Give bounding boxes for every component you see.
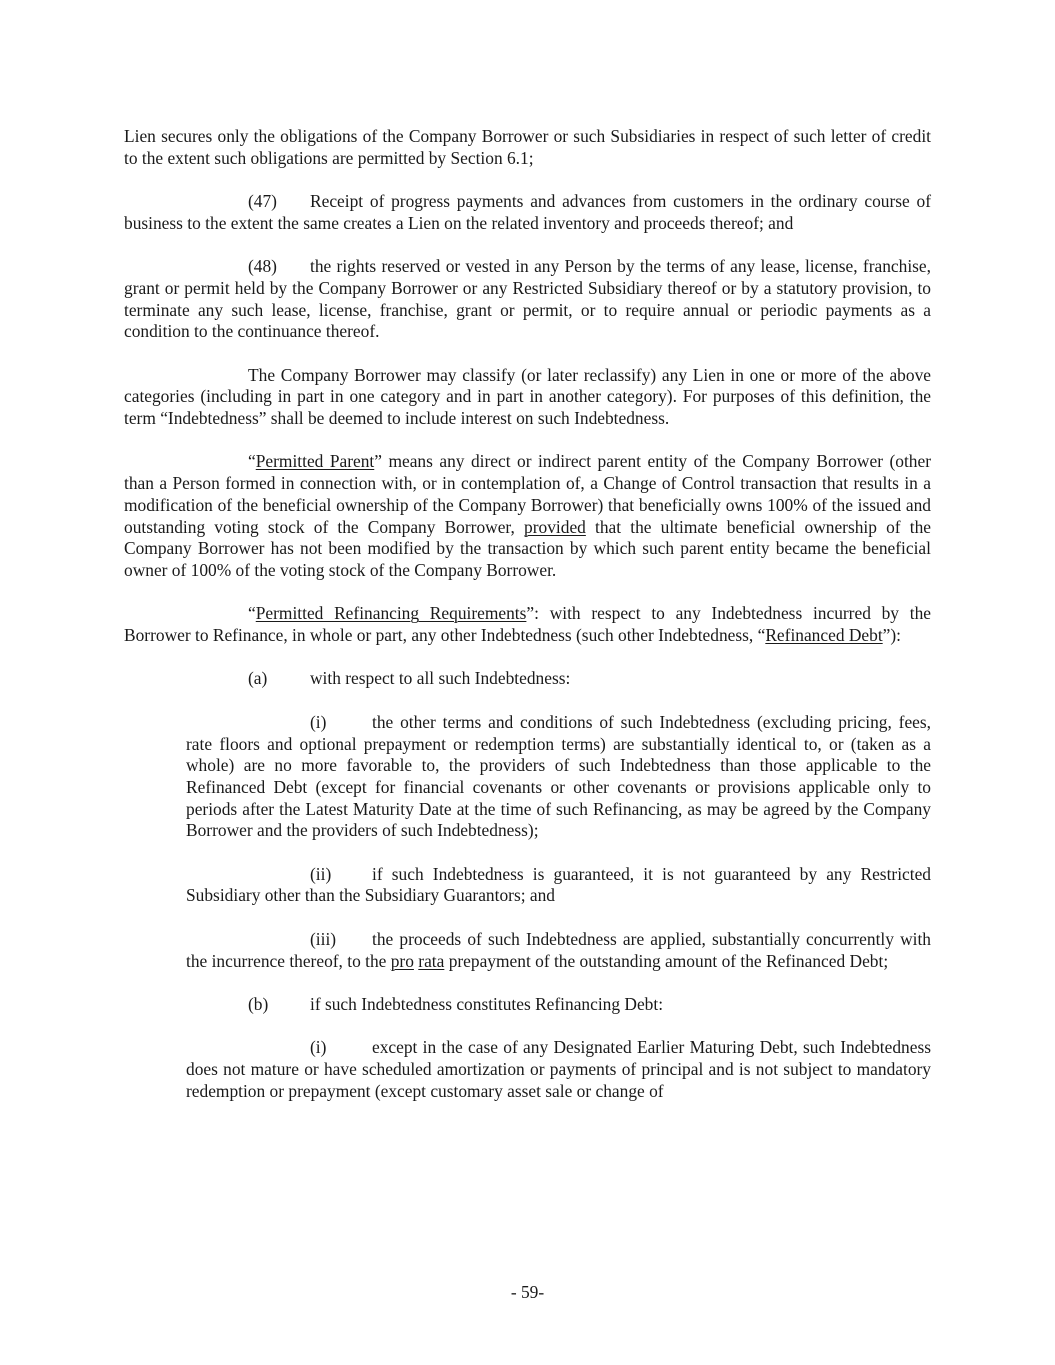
definition-permitted-refinancing-requirements <box>124 603 931 646</box>
page-footer <box>0 1282 1055 1304</box>
provided-term: provided <box>524 516 586 537</box>
paragraph-text: Lien secures only the obligations of the Company Borrower or such Subsidiaries in respect of such letter of credit to the extent such obligations are permitted by Section 6.1; <box>124 126 931 168</box>
document-page <box>124 126 931 1102</box>
clause-text: the other terms and conditions of such Indebtedness (excluding pricing, fees, rate floors and optional prepayment or redemption terms) are substantially identical to, or (taken as a whole) are no more favorable to, the providers of such Indebtedness than those applicable to the Refinanced Debt (except for financial covenants or other covenants or provisions applicable only to periods after the Latest Maturity Date at the time of such Refinancing, as may be agreed by the Company Borrower and the providers of such Indebtedness); <box>186 711 931 841</box>
page-number: - 59- <box>510 1282 545 1302</box>
clause-text: if such Indebtedness is guaranteed, it is not guaranteed by any Restricted Subsidiary other than the Subsidiary Guarantors; and <box>186 863 931 906</box>
definition-text: ” means any direct or indirect parent entity of the Company Borrower (other than a Person formed in connection with, or in contemplation of, a Change of Control transaction that results in a modification of the beneficial ownership of the Company Borrower) that beneficially owns 100% of the issued and outstanding voting stock of the Company Borrower, <box>124 451 931 537</box>
clause-number: (i) <box>310 1037 327 1058</box>
pro-term: pro <box>390 950 414 971</box>
clause-number: (b) <box>248 993 269 1014</box>
definition-text-continued: that the ultimate beneficial ownership of the Company Borrower has not been modified by the transaction by which such parent entity became the beneficial owner of 100% of the voting stock of the Company Borrower. <box>124 516 931 580</box>
paragraph-lien-letter-of-credit <box>124 126 931 169</box>
clause-number: (47) <box>248 191 277 212</box>
clause-text-continued: prepayment of the outstanding amount of the Refinanced Debt; <box>444 950 889 971</box>
clause-number: (48) <box>248 256 277 277</box>
clause-number: (iii) <box>310 928 337 949</box>
clause-text: the rights reserved or vested in any Person by the terms of any lease, license, franchise, grant or permit held by the Company Borrower or any Restricted Subsidiary thereof or by a statutory provision, to terminate any such lease, license, franchise, grant or permit, or to require annual or periodic payments as a condition to the continuance thereof. <box>124 256 931 342</box>
clause-text: the proceeds of such Indebtedness are applied, substantially concurrently with the incurrence thereof, to the <box>186 928 931 971</box>
paragraph-text: The Company Borrower may classify (or later reclassify) any Lien in one or more of the above categories (including in part in one category and in part in another category). For purposes of this definition, the term “Indebtedness” shall be deemed to include interest on such Indebtedness. <box>124 364 931 429</box>
clause-a-iii <box>186 929 931 972</box>
clause-a <box>124 668 931 690</box>
clause-number: (a) <box>248 668 268 689</box>
clause-b <box>124 994 931 1016</box>
clause-a-i <box>186 712 931 842</box>
defined-term-refinanced-debt: Refinanced Debt <box>765 625 883 646</box>
clause-a-ii <box>186 864 931 907</box>
rata-term: rata <box>418 950 445 971</box>
definition-text: ”: with respect to any Indebtedness incurred by the Borrower to Refinance, in whole or part, any other Indebtedness (such other Indebtedness, “ <box>124 603 931 646</box>
defined-term-permitted-refinancing-requirements: Permitted Refinancing Requirements <box>255 603 527 624</box>
clause-number: (i) <box>310 711 327 732</box>
clause-number: (ii) <box>310 863 332 884</box>
paragraph-classify-liens <box>124 365 931 430</box>
clause-text: Receipt of progress payments and advances from customers in the ordinary course of business to the extent the same creates a Lien on the related inventory and proceeds thereof; and <box>124 191 931 233</box>
clause-47 <box>124 191 931 234</box>
open-quote: “ <box>248 451 256 472</box>
clause-text: with respect to all such Indebtedness: <box>310 668 571 689</box>
clause-b-i <box>186 1037 931 1102</box>
open-quote: “ <box>248 603 256 624</box>
clause-text: if such Indebtedness constitutes Refinancing Debt: <box>310 993 664 1014</box>
defined-term-permitted-parent: Permitted Parent <box>255 451 375 472</box>
clause-text: except in the case of any Designated Earlier Maturing Debt, such Indebtedness does not mature or have scheduled amortization or payments of principal and is not subject to mandatory redemption or prepayment (except customary asset sale or change of <box>186 1037 931 1101</box>
definition-text-continued: ”): <box>882 625 902 646</box>
definition-permitted-parent <box>124 451 931 581</box>
clause-48 <box>124 256 931 343</box>
